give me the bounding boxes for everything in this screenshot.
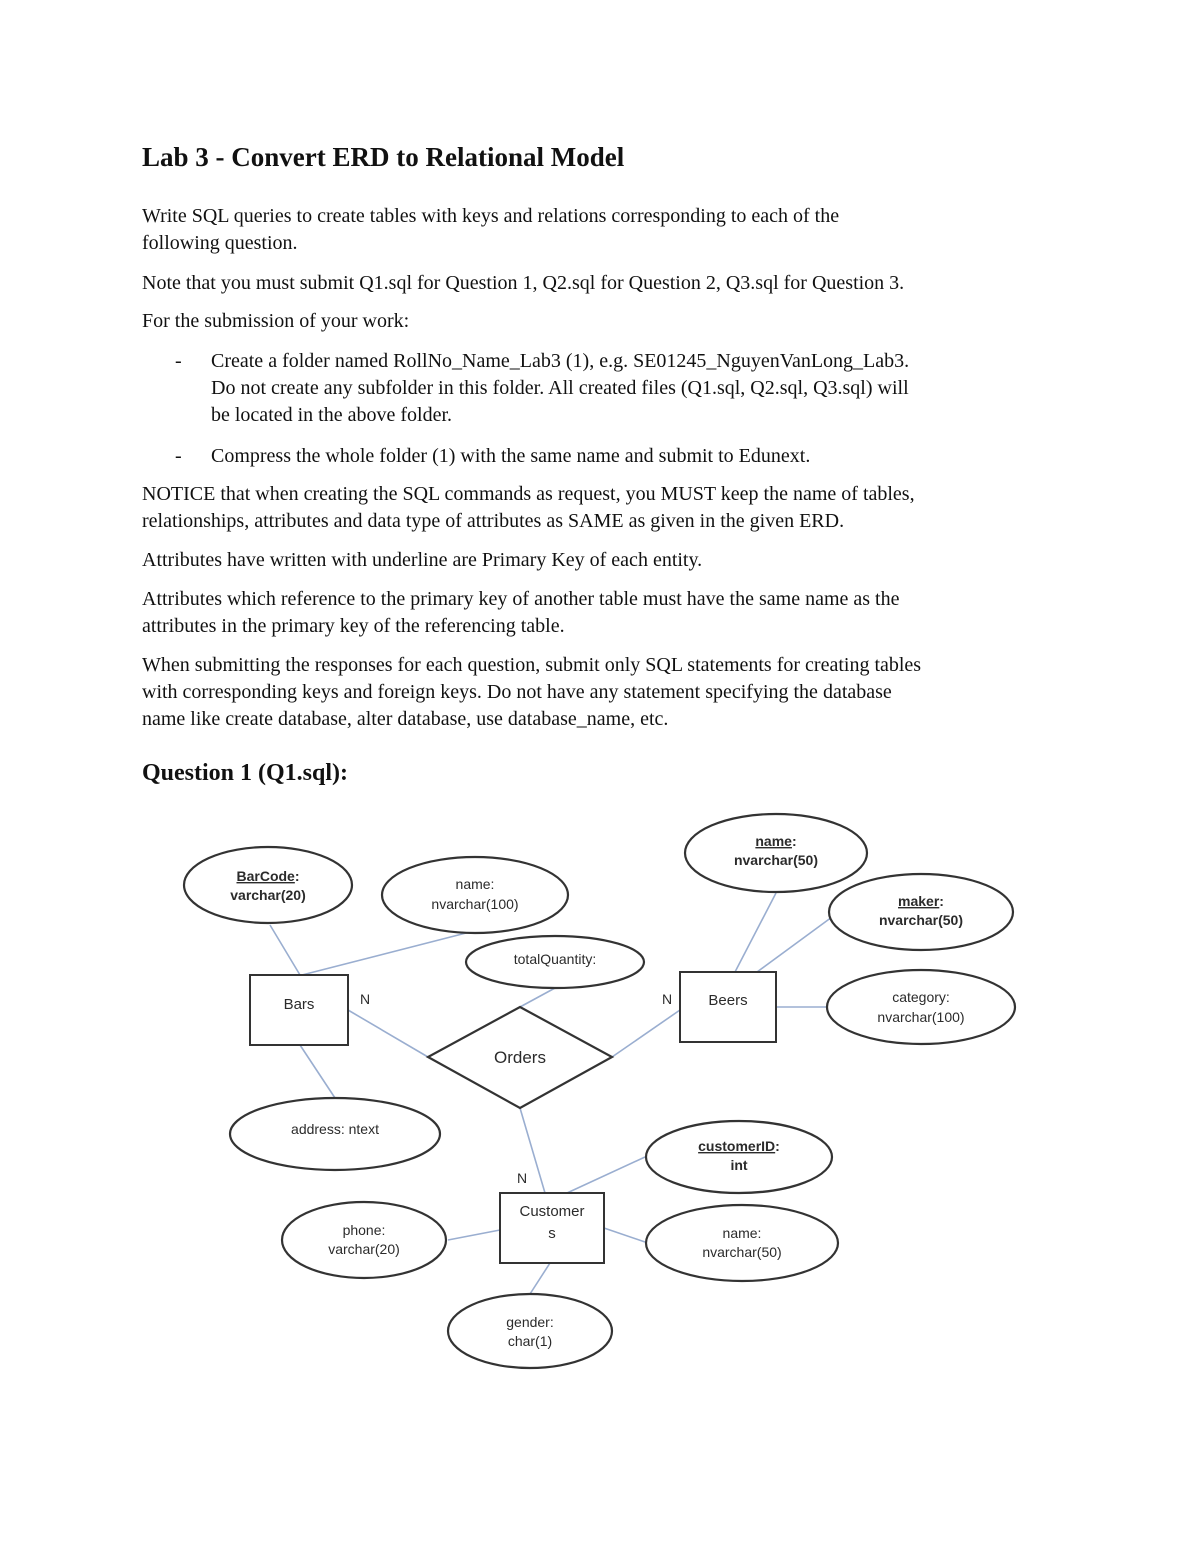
submit-line-1: When submitting the responses for each question, submit only SQL statements for creating tables: [142, 654, 922, 676]
submission-note: Note that you must submit Q1.sql for Question 1, Q2.sql for Question 2, Q3.sql for Question 3.: [142, 272, 905, 294]
connector-customers-gender: [530, 1263, 550, 1294]
foreign-key-line-2: attributes in the primary key of the referencing table.: [142, 615, 565, 637]
attribute-bar-name: [382, 857, 568, 933]
connector-bars-address: [300, 1045, 335, 1098]
connector-customers-id: [567, 1157, 645, 1193]
attribute-total-quantity-label: totalQuantity:: [513, 951, 597, 967]
attribute-category-ellipse: [827, 970, 1015, 1044]
intro-line-1: Write SQL queries to create tables with keys and relations corresponding to each of the: [142, 205, 840, 227]
attribute-barcode-key: BarCode: [236, 868, 295, 884]
attribute-address-label: address: ntext: [291, 1121, 379, 1137]
connector-barcode-bars: [270, 925, 300, 975]
cardinality-bars: N: [360, 991, 371, 1007]
attribute-maker-key: maker: [898, 893, 940, 909]
attribute-barcode: [184, 847, 352, 923]
attribute-total-quantity: [466, 936, 644, 988]
attribute-gender-type: char(1): [507, 1333, 553, 1349]
bullet-1-line-3: be located in the above folder.: [211, 404, 453, 426]
attribute-customer-name: [646, 1205, 838, 1281]
intro-line-2: following question.: [142, 232, 298, 254]
attribute-maker-colon: :: [939, 893, 944, 909]
attribute-bar-name-ellipse: [382, 857, 568, 933]
connector-customers-phone: [448, 1230, 500, 1240]
attribute-maker-type: nvarchar(50): [878, 912, 964, 928]
submit-line-2: with corresponding keys and foreign keys. Do not have any statement specifying the database: [142, 681, 892, 703]
attribute-barcode-colon: :: [294, 868, 300, 884]
attribute-maker-name: [898, 893, 944, 909]
attribute-customer-id-name: [698, 1138, 780, 1154]
cardinality-beers: N: [662, 991, 673, 1007]
attribute-phone-type: varchar(20): [328, 1241, 400, 1257]
attribute-bar-name-type: nvarchar(100): [431, 896, 519, 912]
attribute-customer-name-ellipse: [646, 1205, 838, 1281]
connector-maker-beers: [757, 917, 832, 972]
entity-customers-label-line-2: s: [548, 1225, 556, 1242]
attribute-barcode-ellipse: [184, 847, 352, 923]
entity-bars: [250, 975, 348, 1045]
attribute-customer-id-type: int: [730, 1157, 748, 1173]
notice-line-2: relationships, attributes and data type of attributes as SAME as given in the given ERD.: [142, 510, 845, 532]
attribute-category-label: category:: [892, 989, 950, 1005]
attribute-barcode-type: varchar(20): [230, 887, 306, 903]
bullet-1-line-2: Do not create any subfolder in this folder. All created files (Q1.sql, Q2.sql, Q3.sql) will: [211, 377, 909, 399]
attribute-address: [230, 1098, 440, 1170]
relationship-orders: [428, 1007, 612, 1108]
submission-intro: For the submission of your work:: [142, 310, 410, 332]
bullet-dash-1: -: [175, 350, 182, 372]
attribute-customer-id: [646, 1121, 832, 1193]
attribute-gender-ellipse: [448, 1294, 612, 1368]
connector-quantity-orders: [520, 988, 555, 1007]
connector-beername-beers: [735, 893, 776, 972]
connector-customers-name: [604, 1228, 645, 1242]
attribute-beer-name: [685, 814, 867, 892]
bullet-1-line-1: Create a folder named RollNo_Name_Lab3 (1), e.g. SE01245_NguyenVanLong_Lab3.: [211, 350, 910, 372]
attribute-customer-id-key: customerID: [698, 1138, 776, 1154]
attribute-beer-name-name: [755, 833, 796, 849]
notice-line-1: NOTICE that when creating the SQL commands as request, you MUST keep the name of tables,: [142, 483, 915, 505]
foreign-key-line-1: Attributes which reference to the primary key of another table must have the same name as the: [142, 588, 900, 610]
submit-line-3: name like create database, alter database, use database_name, etc.: [142, 708, 669, 730]
attribute-customer-name-label: name:: [722, 1225, 762, 1241]
attribute-beer-name-key: name: [755, 833, 792, 849]
attribute-gender-label: gender:: [506, 1314, 554, 1330]
connector-barname-bars: [302, 932, 470, 975]
connector-bars-orders: [348, 1010, 428, 1057]
relationship-orders-label: Orders: [494, 1048, 546, 1067]
attribute-barcode-name: [236, 868, 299, 884]
attribute-phone: [282, 1202, 446, 1278]
attribute-phone-ellipse: [282, 1202, 446, 1278]
attribute-beer-name-type: nvarchar(50): [733, 852, 819, 868]
entity-bars-label: Bars: [283, 996, 315, 1013]
attribute-phone-label: phone:: [342, 1222, 386, 1238]
cardinality-customers: N: [517, 1170, 528, 1186]
attribute-beer-name-colon: :: [791, 833, 797, 849]
entity-beers-label: Beers: [708, 992, 748, 1009]
question-label: Question 1: [142, 760, 253, 786]
question-file: (Q1.sql):: [258, 760, 349, 786]
attribute-category: [827, 970, 1015, 1044]
entity-customers-label-line-1: Customer: [519, 1203, 585, 1220]
bullet-2-line-1: Compress the whole folder (1) with the same name and submit to Edunext.: [211, 445, 811, 467]
attribute-gender: [448, 1294, 612, 1368]
attribute-category-type: nvarchar(100): [877, 1009, 965, 1025]
attribute-customer-name-type: nvarchar(50): [702, 1244, 782, 1260]
attribute-bar-name-label: name:: [455, 876, 495, 892]
entity-beers: [680, 972, 776, 1042]
attribute-customer-id-colon: :: [775, 1138, 780, 1154]
entity-customers: [500, 1193, 604, 1263]
page-title: Lab 3 - Convert ERD to Relational Model: [142, 142, 625, 172]
primary-key-note: Attributes have written with underline are Primary Key of each entity.: [142, 549, 703, 571]
bullet-dash-2: -: [175, 445, 182, 467]
connector-orders-beers: [612, 1010, 680, 1057]
attribute-maker: [829, 874, 1013, 950]
